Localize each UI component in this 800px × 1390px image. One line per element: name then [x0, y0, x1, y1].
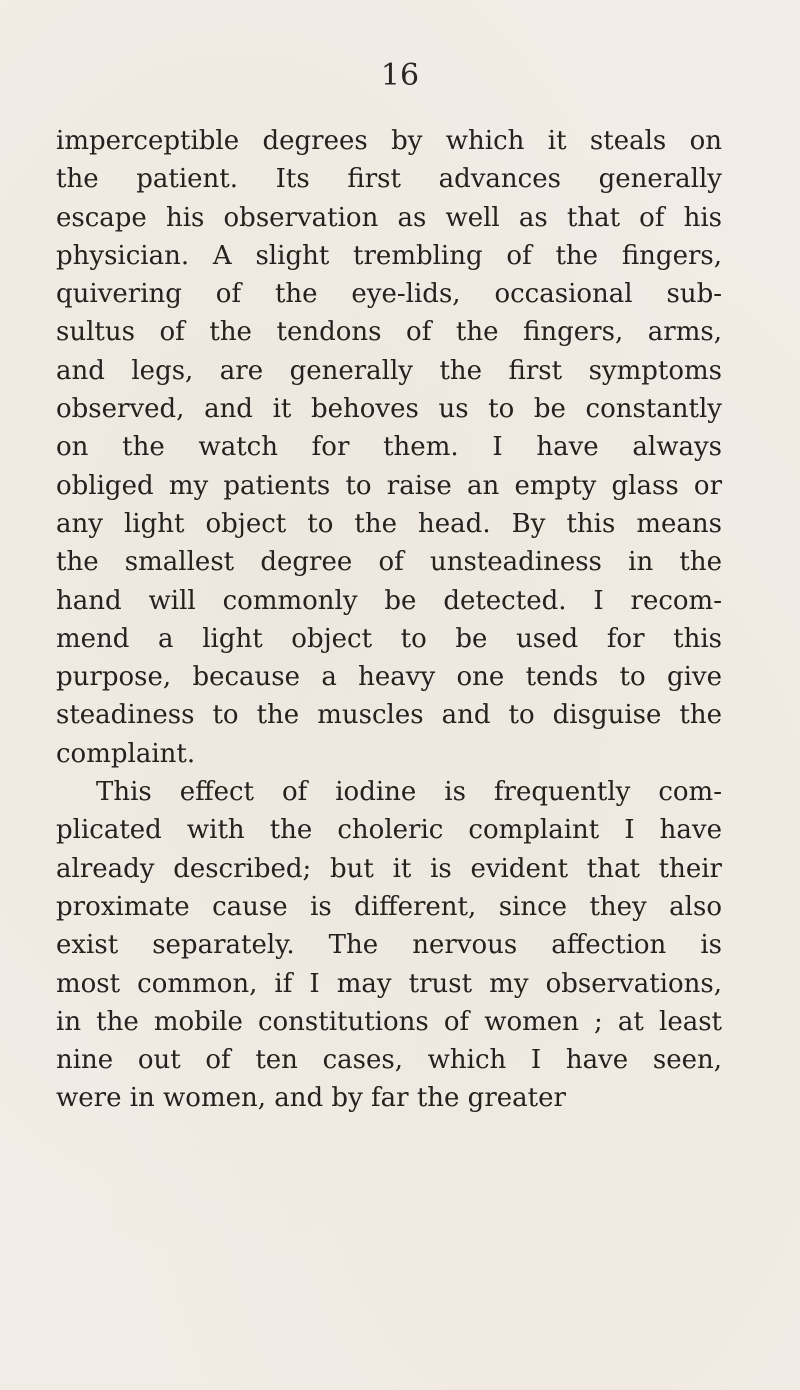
text-line: any light object to the head. By this means — [56, 508, 722, 539]
text-line: the patient. Its first advances generally — [56, 164, 722, 195]
text-line: in the mobile constitutions of women ; at least — [56, 1006, 722, 1037]
text-line: sultus of the tendons of the fingers, arms, — [56, 317, 722, 348]
text-line: physician. A slight trembling of the fingers, — [56, 240, 722, 271]
text-line: mend a light object to be used for this — [56, 623, 722, 654]
text-line: hand will commonly be detected. I recom- — [56, 585, 722, 616]
text-line: plicated with the choleric complaint I have — [56, 815, 722, 846]
page-number: 16 — [380, 58, 420, 93]
text-line: proximate cause is different, since they also — [56, 891, 722, 922]
body-text — [56, 122, 722, 1118]
text-line: quivering of the eye-lids, occasional sub- — [56, 279, 722, 310]
text-line: the smallest degree of unsteadiness in the — [56, 547, 722, 578]
text-line: imperceptible degrees by which it steals on — [56, 126, 722, 156]
text-line: escape his observation as well as that of his — [56, 202, 722, 233]
text-line: exist separately. The nervous affection is — [56, 930, 722, 961]
text-line: already described; but it is evident that their — [56, 853, 722, 884]
text-line: steadiness to the muscles and to disguise the — [56, 700, 722, 731]
text-line: and legs, are generally the first symptoms — [56, 355, 722, 386]
text-line: nine out of ten cases, which I have seen, — [56, 1045, 722, 1076]
text-line: were in women, and by far the greater — [56, 1083, 566, 1114]
text-line: obliged my patients to raise an empty glass or — [56, 470, 722, 501]
text-line: observed, and it behoves us to be constantly — [56, 394, 722, 425]
paragraph-end-line: complaint. — [56, 738, 196, 769]
text-line: purpose, because a heavy one tends to give — [56, 662, 722, 693]
text-line: on the watch for them. I have always — [56, 432, 722, 463]
paragraph-start-line: This effect of iodine is frequently com- — [96, 777, 722, 808]
text-line: most common, if I may trust my observations, — [56, 968, 722, 999]
